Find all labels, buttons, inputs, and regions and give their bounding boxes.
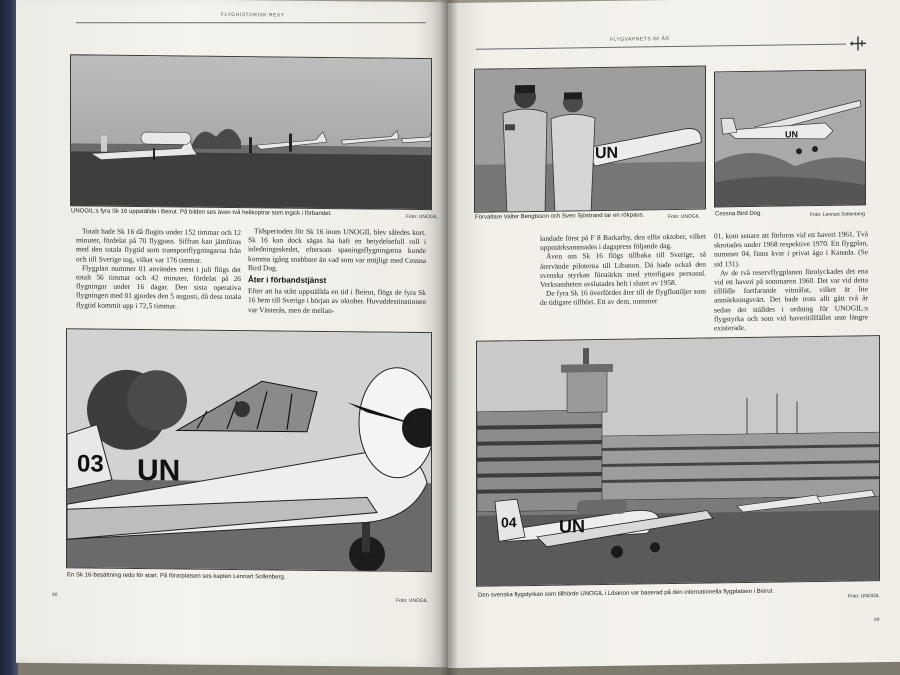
book-gutter	[440, 0, 458, 675]
left-bottom-photo-credit: Foto: UNOGIL	[396, 597, 428, 605]
left-header-rule	[76, 22, 426, 23]
right-bottom-photo-caption: Den svenska flygstyrkan som tillhörde UNOGIL i Libanon var baserad på den internationella flygplatsen i Beirut.	[478, 588, 774, 599]
tail-number-03: 03	[77, 450, 104, 478]
paragraph: Efter att ha stått uppställda en tid i Beirut, flögs de fyra Sk 16 hem till Sverige i början av oktober. Huvuddestinationen var Västerås, men de mellan-	[248, 286, 426, 315]
section-heading: Åter i förbandstjänst	[248, 275, 327, 286]
left-bottom-photo-caption: En Sk 16-besättning redo för start. På förarplatsen ses kapten Lennart Sollenberg.	[67, 572, 286, 581]
right-left-photo-caption: Förvaltare Valter Bengtsson och Sven Sjöstrand tar en rökpaus.	[475, 212, 645, 221]
right-right-photo-caption: Cessna Bird Dog.	[715, 210, 763, 218]
paragraph: Av de två reservflygplanen förolyckades det ena vid ett haveri på sommaren 1960. Det var vid detta tillfälle fortfarande vitmålat, vilket är lite anmärkningsvärt. Det bade trots allt gått två år sedan det ställdes i ordning för UNOGIL:s flygstyrka och som vid haveritillfället uste längre existerade.	[714, 266, 868, 333]
left-top-photo-caption: UNOGIL:s fyra Sk 16 uppställda i Beirut. På bilden ses även två helikoptrar som ingick i förbandet.	[71, 208, 332, 218]
left-running-head: FLYGHISTORISK REVY	[221, 11, 285, 19]
tail-number-04: 04	[501, 514, 517, 531]
photo-planes-lineup	[70, 54, 432, 210]
right-text-column-1	[540, 232, 706, 332]
paragraph: landade först på F 8 Barkarby, den elfte oktober, vilket uppmärksammades i dagspress följande dag.	[540, 231, 706, 253]
un-marking: UN	[559, 516, 585, 537]
right-right-photo-credit: Foto: Lennart Sollenberg	[810, 211, 866, 219]
paragraph: Flygplan nummer 01 användes mest i juli flögs det totalt 56 timmar och 42 minuter, fördelat på 26 flygningar under 16 dagar. Den sista operativa flygningen med 01 gjordes den 5 augusti, då dess totala flygtid kommit upp i 72,5 timmar.	[76, 263, 241, 311]
right-bottom-photo-credit: Foto: UNOGIL	[848, 593, 880, 600]
paragraph: Totalt hade Sk 16 då flugits under 152 timmar och 12 minuter, fördelat på 70 flygpass. Siffran kan jämföras med den totala flygtid som transportflygningarna från och till Sverige tog, vilket var 176 timmar.	[76, 226, 241, 265]
paragraph: Tidsperioden för Sk 16 inom UNOGIL blev således kort. Sk 16 kan dock sägas ha haft en betydelsefull roll i inledningsskedet, eftersom spaningsflygningarna kunde komma igång snabbare än vad som var möjligt med Cessna Bird Dog.	[248, 226, 426, 273]
right-left-photo-credit: Foto: UNOGIL	[668, 213, 700, 221]
photo-aircraft-closeup	[66, 328, 432, 572]
left-page	[16, 0, 448, 667]
right-header-rule	[476, 44, 846, 50]
right-page-number: 99	[874, 617, 880, 624]
right-text-column-2	[714, 229, 868, 341]
un-marking: UN	[137, 454, 181, 488]
left-text-column-2	[248, 226, 426, 328]
left-page-number: 98	[52, 592, 58, 599]
left-text-column-1	[76, 226, 241, 326]
airplane-icon	[848, 33, 868, 53]
paragraph: Även om Sk 16 flögs tillbaka till Sverige, så återvände piloterna till Libanon. Då hade också den svenska styrkan förstärkts med ytterligare personal. Verksamheten avslutades helt i slutet av 1958.	[540, 249, 706, 289]
photo-two-men	[474, 66, 706, 213]
un-marking: UN	[595, 144, 619, 163]
photo-cessna-bird-dog	[714, 69, 866, 207]
right-running-head: FLYGVAPNETS 80 ÅR	[610, 36, 670, 43]
right-page	[448, 0, 900, 668]
paragraph: 01, kom senare att förloras vid ett haveri 1961. Två skrotades under 1968 respektive 1970. Ett flygplan, nummer 04, finns kvar i privat ägo i Kanada. (Se sid 131).	[714, 229, 868, 269]
un-marking: UN	[785, 129, 798, 140]
paragraph: De fyra Sk 16 överfördes åter till de flygflottiljer som de tidigare tillhört. Ett av dem, nummer	[540, 286, 706, 308]
left-top-photo-credit: Foto: UNOGIL	[406, 213, 438, 221]
photo-beirut-airport	[476, 335, 880, 587]
